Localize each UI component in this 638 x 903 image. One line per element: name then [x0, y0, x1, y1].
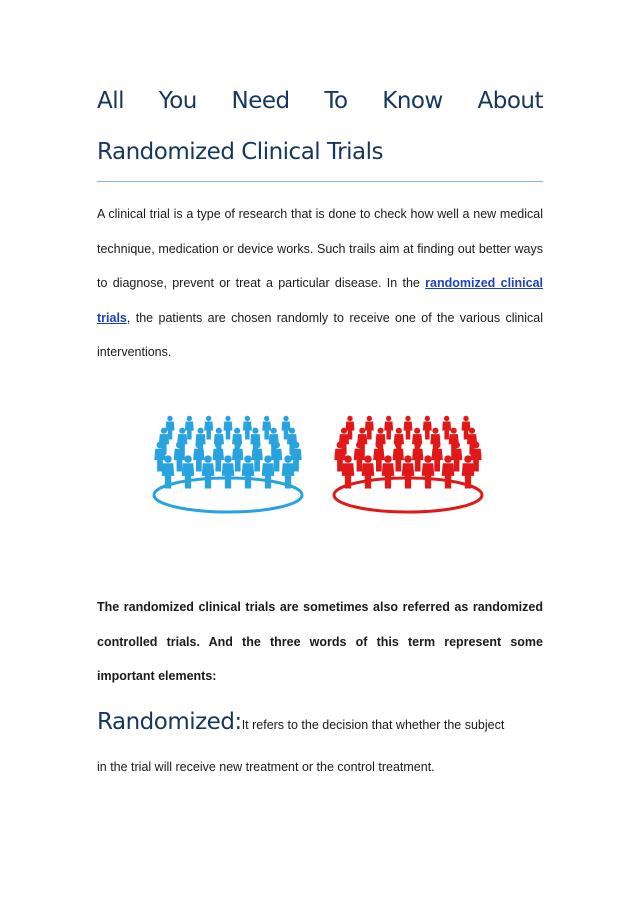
title-underline-divider — [97, 181, 543, 182]
person-figure — [243, 416, 252, 440]
person-figure — [404, 416, 413, 440]
person-figure — [224, 416, 233, 440]
title-word: Know — [382, 88, 443, 114]
title-word: All — [97, 88, 125, 114]
person-figure — [422, 455, 435, 488]
page-title-line-2: Randomized Clinical Trials — [97, 139, 383, 165]
person-figure — [204, 416, 213, 440]
right-patient-group — [334, 416, 481, 489]
title-word: Need — [231, 88, 290, 114]
person-figure — [412, 441, 423, 471]
person-figure — [232, 441, 243, 471]
patient-groups-illustration — [140, 395, 505, 525]
intro-text-before-link: A clinical trial is a type of research that is done to check how well a new medical technique, medication or device works. Such trails aim at finding out better ways to diagnose, prevent or treat a particular disease. In the — [97, 207, 543, 290]
person-figure — [222, 455, 235, 488]
intro-text-after-link: , the patients are chosen randomly to receive one of the various clinical interventions. — [97, 310, 543, 359]
person-figure — [384, 416, 393, 440]
person-figure — [382, 455, 395, 488]
left-patient-group — [154, 416, 301, 489]
person-figure — [362, 455, 375, 488]
title-word: To — [324, 88, 348, 114]
person-figure — [213, 441, 224, 471]
title-word: About — [477, 88, 543, 114]
person-figure — [202, 455, 215, 488]
intro-paragraph — [97, 197, 543, 370]
person-figure — [242, 455, 255, 488]
randomized-definition-continued: in the trial will receive new treatment or the control treatment. — [97, 760, 435, 774]
person-figure — [442, 455, 455, 488]
person-figure — [423, 416, 432, 440]
person-figure — [182, 455, 195, 488]
person-figure — [393, 441, 404, 471]
randomized-clinical-trials-link[interactable]: randomized clinical trials — [97, 276, 544, 325]
person-figure — [402, 455, 415, 488]
randomized-heading: Randomized: — [97, 709, 242, 735]
elements-intro-paragraph: The randomized clinical trials are sometimes also referred as randomized controlled trials. And the three words of this term represent some important elements: — [97, 600, 543, 683]
randomized-definition-row — [97, 709, 543, 735]
page-title-line-1 — [97, 88, 543, 114]
title-word: You — [158, 88, 197, 114]
person-figure — [262, 455, 275, 488]
randomized-definition-inline: It refers to the decision that whether the subject — [241, 718, 505, 732]
